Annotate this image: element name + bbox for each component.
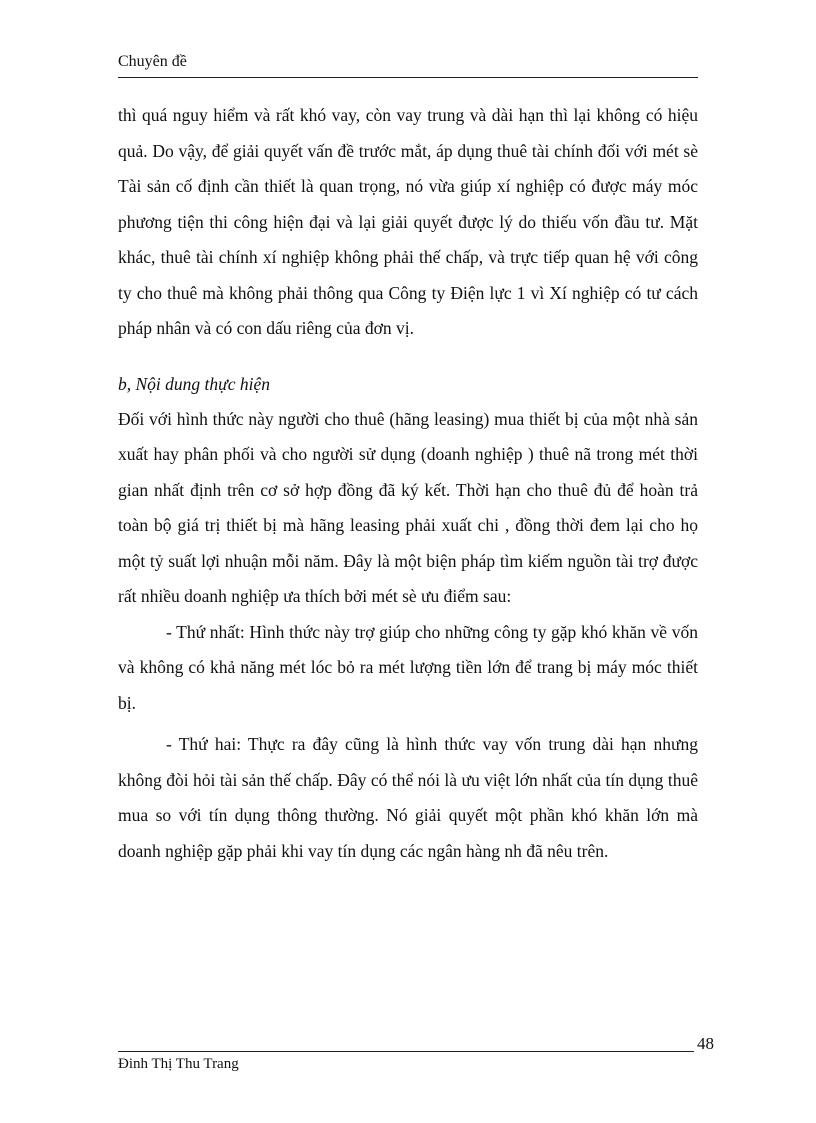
point-first: - Thứ nhất: Hình thức này trợ giúp cho những công ty gặp khó khăn về vốn và không có khả năng mét lóc bỏ ra mét lượng tiền lớn để trang bị máy móc thiết bị. (118, 621, 698, 713)
page-body (118, 98, 698, 869)
header-title: Chuyên đề (118, 53, 187, 70)
paragraph-intro: thì quá nguy hiểm và rất khó vay, còn vay trung và dài hạn thì lại không có hiệu quả. Do vậy, để giải quyết vấn đề trước mắt, áp dụng thuê tài chính đối với mét sè Tài sản cố định cần thiết là quan trọng, nó vừa giúp xí nghiệp có được máy móc phương tiện thi công hiện đại và lại giải quyết được lý do thiếu vốn đầu tư. Mặt khác, thuê tài chính xí nghiệp không phải thế chấp, và trực tiếp quan hệ với công ty cho thuê mà không phải thông qua Công ty Điện lực 1 vì Xí nghiệp có tư cách pháp nhân và có con dấu riêng của đơn vị. (118, 105, 698, 338)
page-number: 48 (697, 1034, 714, 1053)
page-header (118, 51, 698, 78)
footer-author: Đinh Thị Thu Trang (118, 1056, 239, 1072)
section-heading: b, Nội dung thực hiện (118, 373, 270, 394)
footer-divider (118, 1051, 694, 1052)
paragraph-content: Đối với hình thức này người cho thuê (hãng leasing) mua thiết bị của một nhà sản xuất hay phân phối và cho người sử dụng (doanh nghiệp ) thuê nã trong mét thời gian nhất định trên cơ sở hợp đồng đã ký kết. Thời hạn cho thuê đủ để hoàn trả toàn bộ giá trị thiết bị mà hãng leasing phải xuất chi , đồng thời đem lại cho họ một tỷ suất lợi nhuận mỗi năm. Đây là một biện pháp tìm kiếm nguồn tài trợ được rất nhiều doanh nghiệp ưa thích bởi mét sè ưu điểm sau: (118, 408, 698, 606)
point-second: - Thứ hai: Thực ra đây cũng là hình thức vay vốn trung dài hạn nhưng không đòi hỏi tài sản thế chấp. Đây có thể nói là ưu việt lớn nhất của tín dụng thuê mua so với tín dụng thông thường. Nó giải quyết một phần khó khăn lớn mà doanh nghiệp gặp phải khi vay tín dụng các ngân hàng nh đã nêu trên. (118, 734, 698, 861)
